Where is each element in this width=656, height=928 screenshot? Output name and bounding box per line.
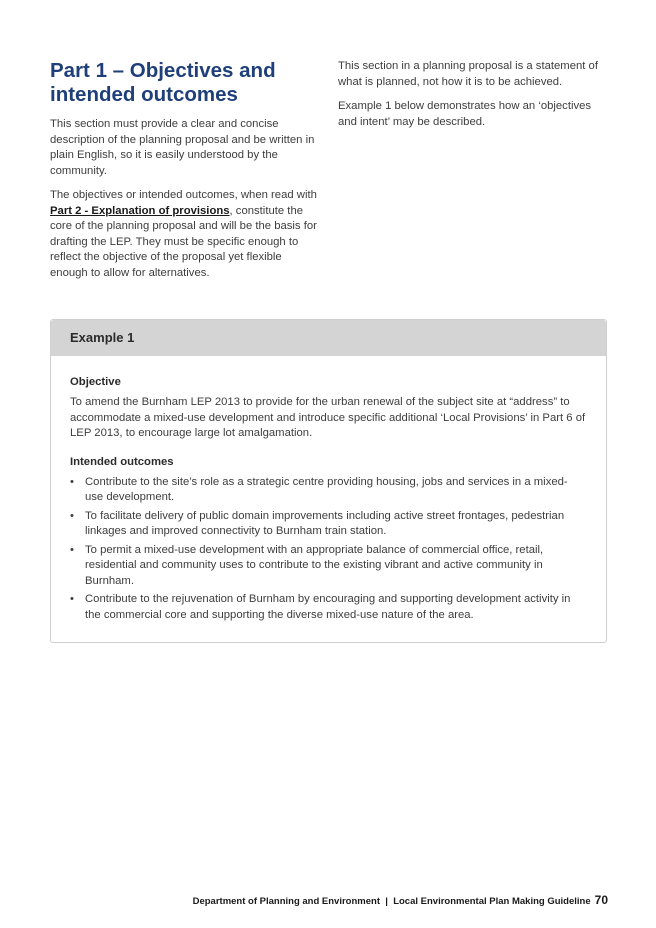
list-item-text: Contribute to the site’s role as a strategic centre providing housing, jobs and services in a mixed-use development.: [85, 475, 568, 503]
list-item-text: Contribute to the rejuvenation of Burnham by encouraging and supporting development activity in the commercial core and supporting the diverse mixed-use nature of the area.: [85, 593, 571, 621]
list-item: [70, 592, 588, 623]
example-body: [51, 356, 606, 623]
example-header: [51, 320, 606, 356]
page-number: 70: [594, 893, 608, 907]
objectives-text-before: The objectives or intended outcomes, when read with: [50, 189, 317, 201]
example-title: Example 1: [70, 330, 135, 345]
list-item-text: To facilitate delivery of public domain improvements including active street frontages, pedestrian linkages and improved connectivity to Burnham train station.: [85, 509, 565, 537]
list-item: [70, 509, 588, 540]
objective-text: To amend the Burnham LEP 2013 to provide for the urban renewal of the subject site at “address” to accommodate a mixed-use development and introduce specific additional ‘Local Provisions’ in Part 6 of LEP 2013, to encourage large lot amalgamation.: [70, 396, 586, 439]
list-item: [70, 475, 588, 506]
bullet-icon: •: [70, 475, 74, 488]
objectives-text-after: , constitute the core of the planning proposal and will be the basis for drafting the LEP. They must be specific enough to reflect the objective of the proposal yet flexible enough to allow for alternatives.: [50, 204, 317, 279]
intro-paragraph: This section must provide a clear and concise description of the planning proposal and be written in plain English, so it is easily understood by the community.: [50, 118, 315, 177]
statement-paragraph: This section in a planning proposal is a statement of what is planned, not how it is to be achieved.: [338, 60, 598, 88]
page-footer: [0, 893, 608, 909]
list-item-text: To permit a mixed-use development with an appropriate balance of commercial office, retail, residential and community uses to contribute to the existing vibrant and active community in Burnham.: [85, 543, 544, 587]
outcomes-heading: Intended outcomes: [70, 455, 174, 468]
bullet-icon: •: [70, 543, 74, 556]
right-column: [338, 59, 610, 139]
section-heading: Part 1 – Objectives and intended outcomes: [50, 59, 276, 106]
outcomes-list: [70, 475, 588, 624]
objectives-paragraph: [50, 188, 318, 281]
example-reference-paragraph: Example 1 below demonstrates how an ‘objectives and intent’ may be described.: [338, 100, 592, 128]
bullet-icon: •: [70, 509, 74, 522]
part2-link[interactable]: Part 2 - Explanation of provisions: [50, 204, 230, 217]
list-item: [70, 543, 588, 590]
left-column: [50, 59, 318, 290]
footer-text: Department of Planning and Environment | Local Environmental Plan Making Guideline: [192, 896, 591, 907]
example-box: [50, 319, 607, 643]
objective-heading: Objective: [70, 376, 121, 388]
bullet-icon: •: [70, 593, 74, 605]
